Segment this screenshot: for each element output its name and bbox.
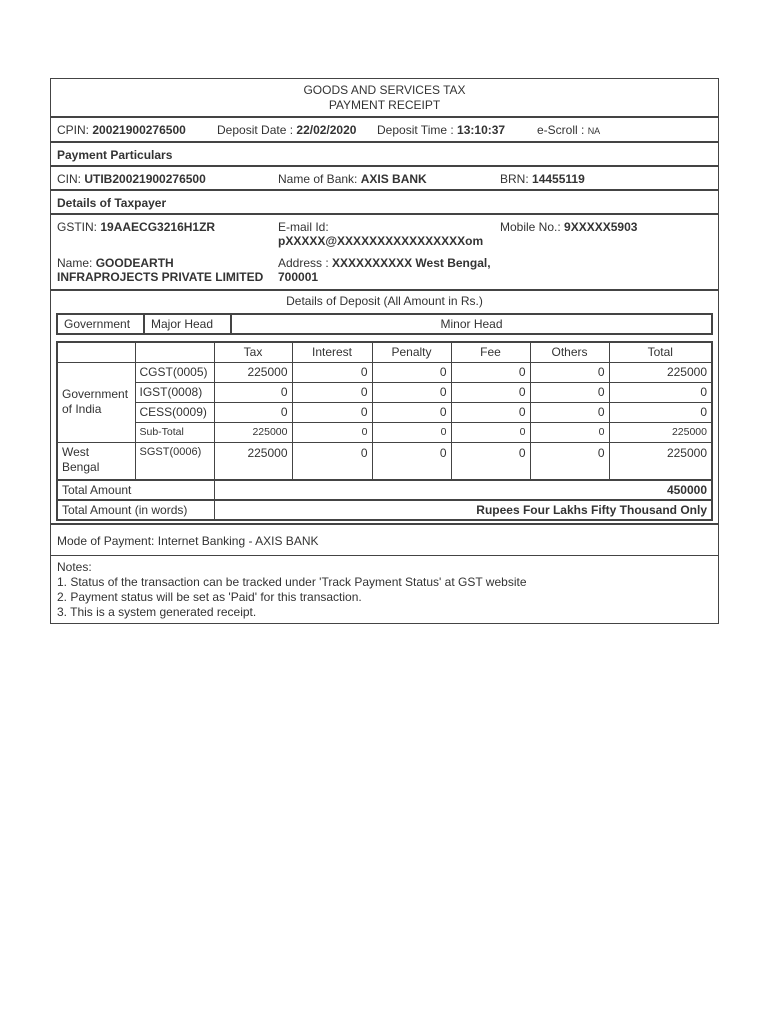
cell-penalty: 0 bbox=[372, 382, 451, 402]
mode-of-payment-row bbox=[51, 524, 718, 556]
cell-others: 0 bbox=[530, 382, 609, 402]
escroll-value: NA bbox=[587, 126, 601, 136]
cell-tax: 0 bbox=[214, 402, 292, 422]
table-row bbox=[57, 362, 712, 382]
gov-india-line1: Government bbox=[62, 387, 129, 401]
head-government: Government bbox=[58, 315, 145, 333]
table-header-row bbox=[57, 342, 712, 362]
cin-row bbox=[51, 167, 718, 191]
name-value-line2: INFRAPROJECTS PRIVATE LIMITED bbox=[57, 270, 264, 284]
payment-particulars-heading: Payment Particulars bbox=[51, 143, 718, 167]
cell-penalty: 0 bbox=[372, 422, 451, 442]
cell-others: 0 bbox=[530, 442, 609, 480]
bank-value: AXIS BANK bbox=[360, 172, 427, 186]
total-words-row bbox=[57, 500, 712, 520]
cell-fee: 0 bbox=[451, 442, 530, 480]
cell-others: 0 bbox=[530, 362, 609, 382]
cell-interest: 0 bbox=[292, 362, 372, 382]
government-of-india-cell bbox=[57, 362, 135, 442]
taxpayer-details bbox=[51, 215, 718, 291]
cpin-row bbox=[51, 118, 718, 143]
cell-tax: 225000 bbox=[214, 362, 292, 382]
cin-value: UTIB20021900276500 bbox=[84, 172, 206, 186]
cell-interest: 0 bbox=[292, 382, 372, 402]
gov-india-line2: of India bbox=[62, 402, 102, 416]
row-head: CESS(0009) bbox=[135, 402, 214, 422]
deposit-date-label: Deposit Date : bbox=[217, 123, 294, 137]
row-head: Sub-Total bbox=[135, 422, 214, 442]
cell-tax: 225000 bbox=[214, 442, 292, 480]
cell-tax: 225000 bbox=[214, 422, 292, 442]
row-head: SGST(0006) bbox=[135, 442, 214, 480]
cell-fee: 0 bbox=[451, 382, 530, 402]
cell-interest: 0 bbox=[292, 422, 372, 442]
notes-section bbox=[51, 556, 718, 623]
deposit-table bbox=[56, 341, 713, 521]
row-head: IGST(0008) bbox=[135, 382, 214, 402]
email-value: pXXXXX@XXXXXXXXXXXXXXXXom bbox=[278, 234, 484, 248]
receipt-header bbox=[51, 79, 718, 118]
col-header: Total bbox=[609, 342, 712, 362]
mobile-label: Mobile No.: bbox=[500, 220, 561, 234]
cell-total: 0 bbox=[609, 382, 712, 402]
table-row-subtotal bbox=[57, 422, 712, 442]
name-value-line1: GOODEARTH bbox=[95, 256, 174, 270]
address-value-line1: XXXXXXXXXX West Bengal, bbox=[332, 256, 491, 270]
head-minor: Minor Head bbox=[440, 317, 503, 331]
deposit-section bbox=[51, 291, 718, 524]
name-label: Name: bbox=[57, 256, 93, 270]
cell-penalty: 0 bbox=[372, 402, 451, 422]
note-3: 3. This is a system generated receipt. bbox=[57, 605, 257, 619]
total-amount-value: 450000 bbox=[214, 480, 712, 500]
cell-total: 0 bbox=[609, 402, 712, 422]
cpin-label: CPIN: bbox=[57, 123, 90, 137]
notes-heading: Notes: bbox=[57, 560, 92, 574]
gstin-label: GSTIN: bbox=[57, 220, 98, 234]
table-row bbox=[57, 402, 712, 422]
west-bengal-line1: West bbox=[62, 444, 90, 459]
total-words-value: Rupees Four Lakhs Fifty Thousand Only bbox=[214, 500, 712, 520]
bank-label: Name of Bank: bbox=[278, 172, 358, 186]
deposit-date-value: 22/02/2020 bbox=[296, 123, 357, 137]
col-header: Penalty bbox=[372, 342, 451, 362]
mode-value: Internet Banking - AXIS BANK bbox=[157, 534, 319, 548]
note-2: 2. Payment status will be set as 'Paid' for this transaction. bbox=[57, 590, 362, 604]
address-label: Address : bbox=[278, 256, 329, 270]
col-header: Tax bbox=[214, 342, 292, 362]
total-words-label: Total Amount (in words) bbox=[57, 500, 214, 520]
deposit-title: Details of Deposit (All Amount in Rs.) bbox=[286, 294, 483, 308]
cell-fee: 0 bbox=[451, 362, 530, 382]
head-major: Major Head bbox=[145, 315, 232, 333]
deposit-time-value: 13:10:37 bbox=[457, 123, 506, 137]
brn-value: 14455119 bbox=[532, 172, 585, 186]
mode-label: Mode of Payment: bbox=[57, 534, 155, 548]
cin-label: CIN: bbox=[57, 172, 81, 186]
details-of-taxpayer-heading: Details of Taxpayer bbox=[51, 191, 718, 215]
cell-others: 0 bbox=[530, 422, 609, 442]
cell-penalty: 0 bbox=[372, 362, 451, 382]
col-header: Interest bbox=[292, 342, 372, 362]
table-row bbox=[57, 442, 712, 480]
cell-others: 0 bbox=[530, 402, 609, 422]
escroll-label: e-Scroll : bbox=[537, 123, 585, 137]
total-amount-label: Total Amount bbox=[57, 480, 214, 500]
cell-total: 225000 bbox=[609, 362, 712, 382]
total-amount-row bbox=[57, 480, 712, 500]
cell-tax: 0 bbox=[214, 382, 292, 402]
receipt-title-line1: GOODS AND SERVICES TAX bbox=[303, 83, 466, 97]
cell-interest: 0 bbox=[292, 402, 372, 422]
note-1: 1. Status of the transaction can be tracked under 'Track Payment Status' at GST website bbox=[57, 575, 527, 589]
gstin-value: 19AAECG3216H1ZR bbox=[100, 220, 216, 234]
cpin-value: 20021900276500 bbox=[92, 123, 186, 137]
row-head: CGST(0005) bbox=[135, 362, 214, 382]
col-header: Others bbox=[530, 342, 609, 362]
west-bengal-line2: Bengal bbox=[62, 459, 100, 474]
email-label: E-mail Id: bbox=[278, 220, 329, 234]
deposit-head-bar bbox=[56, 313, 713, 335]
cell-fee: 0 bbox=[451, 402, 530, 422]
mobile-value: 9XXXXX5903 bbox=[564, 220, 638, 234]
cell-penalty: 0 bbox=[372, 442, 451, 480]
brn-label: BRN: bbox=[500, 172, 529, 186]
table-row bbox=[57, 382, 712, 402]
address-value-line2: 700001 bbox=[278, 270, 319, 284]
west-bengal-cell bbox=[57, 442, 135, 480]
col-header: Fee bbox=[451, 342, 530, 362]
cell-interest: 0 bbox=[292, 442, 372, 480]
cell-fee: 0 bbox=[451, 422, 530, 442]
payment-receipt bbox=[50, 78, 719, 624]
deposit-time-label: Deposit Time : bbox=[377, 123, 454, 137]
cell-total: 225000 bbox=[609, 442, 712, 480]
cell-total: 225000 bbox=[609, 422, 712, 442]
receipt-title-line2: PAYMENT RECEIPT bbox=[328, 98, 441, 112]
